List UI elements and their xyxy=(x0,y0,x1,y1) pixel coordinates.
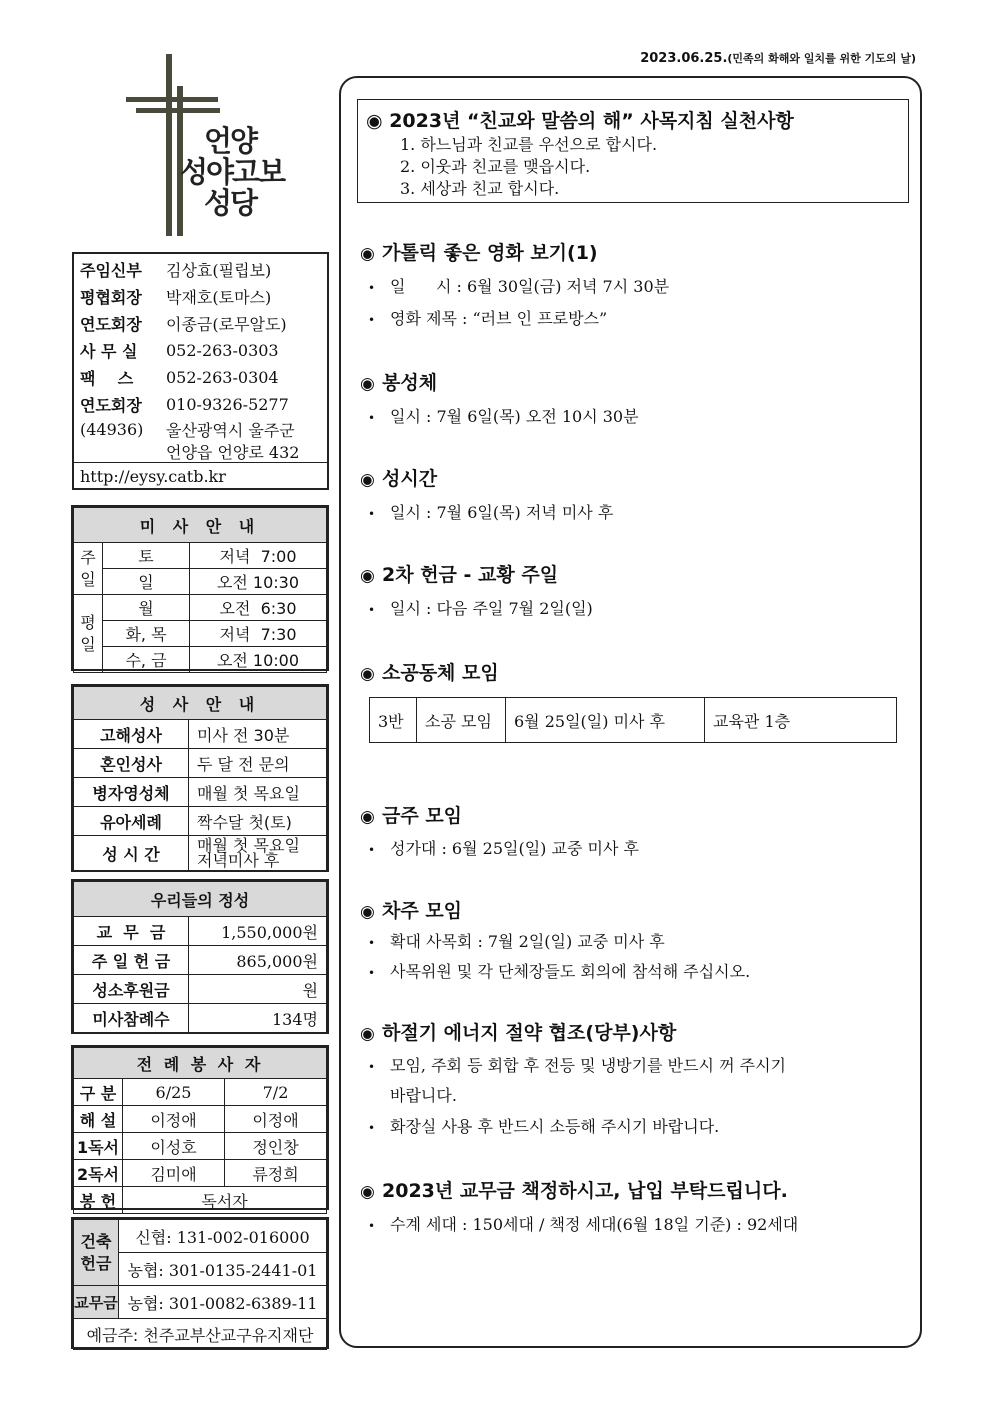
section-item xyxy=(368,959,750,982)
section-title xyxy=(360,1176,788,1203)
logo-text xyxy=(180,124,285,220)
item-text: 일시 : 다음 주일 7월 2일(일) xyxy=(390,599,593,618)
section-item xyxy=(368,836,639,859)
mass-schedule-box xyxy=(71,505,329,671)
cross-icon-bar2 xyxy=(136,108,220,113)
section-item xyxy=(368,500,613,523)
section-item xyxy=(368,596,593,619)
section-title xyxy=(360,658,499,685)
section-item xyxy=(368,1212,798,1235)
bullet-dot-icon: • xyxy=(368,281,376,295)
circle-dot-icon: ◉ xyxy=(360,566,375,586)
bullet-dot-icon: • xyxy=(368,1060,376,1074)
goal-line: 1. 하느님과 친교를 우선으로 합시다. xyxy=(400,135,658,154)
info-value: 010-9326-5277 xyxy=(166,395,289,414)
address-line1: 울산광역시 울주군 xyxy=(166,420,295,440)
mass-time: 오전 6:30 xyxy=(190,595,327,621)
label-char: 평 xyxy=(80,612,96,632)
cross-icon-bar xyxy=(126,97,218,102)
item-text: 수계 세대 : 150세대 / 책정 세대(6월 18일 기준) : 92세대 xyxy=(390,1215,799,1234)
community-cell: 교육관 1층 xyxy=(705,698,897,743)
offering-value: 865,000원 xyxy=(189,946,327,975)
info-value: 이종금(로무알도) xyxy=(166,315,287,334)
section-heading: 2023년 교무금 책정하시고, 납입 부탁드립니다. xyxy=(382,1180,788,1202)
offering-name: 성소후원금 xyxy=(74,975,189,1004)
info-line: 저녁미사 후 xyxy=(197,851,280,870)
server-name: 김미애 xyxy=(123,1160,225,1187)
offering-value: 원 xyxy=(189,975,327,1004)
circle-dot-icon: ◉ xyxy=(360,807,375,827)
info-line: 매월 첫 목요일 xyxy=(197,836,300,855)
logo-line: 언양 xyxy=(204,124,257,158)
section-item xyxy=(368,306,607,329)
item-text: 모임, 주회 등 회합 후 전등 및 냉방기를 반드시 꺼 주시기 xyxy=(390,1056,786,1075)
church-fund-label: 교무금 xyxy=(74,1286,119,1319)
bullet-dot-icon: • xyxy=(368,603,376,617)
bullet-dot-icon: • xyxy=(368,966,376,980)
cross-icon xyxy=(166,54,172,236)
section-item xyxy=(368,404,639,427)
circle-dot-icon: ◉ xyxy=(360,244,375,264)
circle-dot-icon: ◉ xyxy=(360,374,375,394)
bullet-dot-icon: • xyxy=(368,936,376,950)
label-char: 일 xyxy=(80,569,96,589)
section-title xyxy=(360,560,558,587)
bullet-dot-icon: • xyxy=(368,1219,376,1233)
server-name: 류정희 xyxy=(225,1160,327,1187)
church-info-box xyxy=(72,252,329,490)
info-key: 연도회장 xyxy=(80,396,142,415)
sacraments-title: 성 사 안 내 xyxy=(74,687,327,720)
building-fund-label xyxy=(74,1220,119,1286)
sacrament-info: 미사 전 30분 xyxy=(189,720,327,749)
info-key: 사 무 실 xyxy=(80,342,138,361)
label-part: 헌금 xyxy=(80,1253,112,1273)
offering-name: 교 무 금 xyxy=(74,917,189,946)
sacrament-name: 성 시 간 xyxy=(74,836,189,871)
section-heading: 하절기 에너지 절약 협조(당부)사항 xyxy=(382,1022,677,1044)
address-row xyxy=(80,418,321,440)
servers-date: 6/25 xyxy=(123,1079,225,1106)
section-item xyxy=(368,1053,786,1076)
community-table xyxy=(369,697,897,743)
item-text: 화장실 사용 후 반드시 소등해 주시기 바랍니다. xyxy=(390,1117,720,1136)
bullet-dot-icon: • xyxy=(368,843,376,857)
website-link[interactable]: http://eysy.catb.kr xyxy=(80,466,226,486)
address-line2: 언양읍 언양로 432 xyxy=(166,442,300,462)
bullet-dot-icon: • xyxy=(368,1121,376,1135)
label-part: 건축 xyxy=(80,1231,112,1251)
info-key: 평협회장 xyxy=(80,288,142,307)
section-heading: 소공동체 모임 xyxy=(382,662,499,684)
offering-value: 1,550,000원 xyxy=(189,917,327,946)
mass-day: 화, 목 xyxy=(103,621,190,647)
info-key: 연도회장 xyxy=(80,315,142,334)
item-text: 일시 : 7월 6일(목) 저녁 미사 후 xyxy=(390,503,614,522)
community-cell: 3반 xyxy=(370,698,417,743)
info-key: 팩 스 xyxy=(80,369,134,388)
server-name: 이정애 xyxy=(225,1106,327,1133)
section-item xyxy=(368,1114,719,1137)
sacrament-name: 고해성사 xyxy=(74,720,189,749)
account-number: 농협: 301-0082-6389-11 xyxy=(119,1286,327,1319)
sacrament-info: 매월 첫 목요일 xyxy=(189,778,327,807)
label-char: 주 xyxy=(80,547,96,567)
mass-time: 저녁 7:30 xyxy=(190,621,327,647)
info-value: 052-263-0304 xyxy=(166,368,279,387)
mass-day: 수, 금 xyxy=(103,647,190,673)
item-text: 확대 사목회 : 7월 2일(일) 교중 미사 후 xyxy=(390,932,665,951)
pastoral-goal-box xyxy=(357,99,909,203)
info-row xyxy=(80,391,321,418)
info-key: 주임신부 xyxy=(80,261,142,280)
server-name: 이성호 xyxy=(123,1133,225,1160)
weekday-label xyxy=(74,595,103,673)
address-row2 xyxy=(80,440,321,462)
sacrament-name: 유아세례 xyxy=(74,807,189,836)
section-item xyxy=(368,274,669,297)
account-number: 신협: 131-002-016000 xyxy=(119,1220,327,1253)
community-cell: 소공 모임 xyxy=(417,698,506,743)
offering-name: 주 일 헌 금 xyxy=(74,946,189,975)
circle-dot-icon: ◉ xyxy=(360,1182,375,1202)
goal-title: ◉ 2023년 “친교와 말씀의 해” 사목지침 실천사항 xyxy=(366,110,794,132)
accounts-box xyxy=(71,1217,329,1349)
section-title xyxy=(360,368,437,395)
mass-time: 저녁 7:00 xyxy=(190,543,327,569)
info-row xyxy=(80,310,321,337)
offering-box xyxy=(71,879,329,1034)
section-heading: 금주 모임 xyxy=(382,805,463,827)
offering-value: 134명 xyxy=(189,1004,327,1033)
section-item xyxy=(368,929,665,952)
bullet-dot-icon: • xyxy=(368,313,376,327)
goal-line: 3. 세상과 친교 합시다. xyxy=(400,179,560,198)
info-row xyxy=(80,256,321,283)
issue-date: 2023.06.25.(민족의 화해와 일치를 위한 기도의 날) xyxy=(640,51,916,66)
sacrament-info: 짝수달 첫(토) xyxy=(189,807,327,836)
item-text-continued: 바랍니다. xyxy=(390,1086,457,1105)
sacraments-box xyxy=(71,684,329,872)
section-heading: 성시간 xyxy=(382,468,438,490)
info-row xyxy=(80,283,321,310)
mass-day: 월 xyxy=(103,595,190,621)
section-heading: 2차 헌금 - 교황 주일 xyxy=(382,564,559,586)
sacrament-info: 두 달 전 문의 xyxy=(189,749,327,778)
circle-dot-icon: ◉ xyxy=(360,1024,375,1044)
section-title xyxy=(360,896,462,923)
circle-dot-icon: ◉ xyxy=(360,470,375,490)
info-row xyxy=(80,337,321,364)
community-cell: 6월 25일(일) 미사 후 xyxy=(506,698,705,743)
item-text: 성가대 : 6월 25일(일) 교중 미사 후 xyxy=(390,839,639,858)
servers-role: 해 설 xyxy=(74,1106,123,1133)
info-row xyxy=(80,364,321,391)
mass-time: 오전 10:00 xyxy=(190,647,327,673)
server-name: 이정애 xyxy=(123,1106,225,1133)
servers-box xyxy=(71,1045,329,1210)
mass-day: 일 xyxy=(103,569,190,595)
section-heading: 봉성체 xyxy=(382,372,438,394)
servers-date: 7/2 xyxy=(225,1079,327,1106)
day-title: (민족의 화해와 일치를 위한 기도의 날) xyxy=(727,52,916,65)
servers-title: 전 례 봉 사 자 xyxy=(74,1048,327,1079)
server-name: 독서자 xyxy=(123,1187,327,1214)
offering-name: 미사참례수 xyxy=(74,1004,189,1033)
item-text: 사목위원 및 각 단체장들도 회의에 참석해 주십시오. xyxy=(390,962,751,981)
sacrament-name: 병자영성체 xyxy=(74,778,189,807)
section-title xyxy=(360,1018,676,1045)
section-title xyxy=(360,464,437,491)
servers-role: 1독서 xyxy=(74,1133,123,1160)
servers-role: 봉 헌 xyxy=(74,1187,123,1214)
info-value: 052-263-0303 xyxy=(166,341,279,360)
sacrament-name: 혼인성사 xyxy=(74,749,189,778)
servers-role: 2독서 xyxy=(74,1160,123,1187)
servers-col-label: 구 분 xyxy=(74,1079,123,1106)
info-value: 김상효(필립보) xyxy=(166,261,272,280)
sacrament-info xyxy=(189,836,327,871)
account-number: 농협: 301-0135-2441-01 xyxy=(119,1253,327,1286)
section-title xyxy=(360,801,462,828)
logo-line: 성당 xyxy=(204,186,257,220)
logo-line: 성야고보 xyxy=(180,155,285,189)
section-title xyxy=(360,238,598,265)
url-row xyxy=(74,462,327,489)
bullet-dot-icon: • xyxy=(368,411,376,425)
sunday-label xyxy=(74,543,103,595)
mass-time: 오전 10:30 xyxy=(190,569,327,595)
server-name: 정인창 xyxy=(225,1133,327,1160)
mass-title: 미 사 안 내 xyxy=(74,508,327,543)
bullet-dot-icon: • xyxy=(368,507,376,521)
circle-dot-icon: ◉ xyxy=(360,664,375,684)
section-heading: 가톨릭 좋은 영화 보기(1) xyxy=(382,242,598,264)
mass-day: 토 xyxy=(103,543,190,569)
zip-code: (44936) xyxy=(80,419,144,439)
label-char: 일 xyxy=(80,634,96,654)
circle-dot-icon: ◉ xyxy=(360,902,375,922)
item-text: 일시 : 7월 6일(목) 오전 10시 30분 xyxy=(390,407,639,426)
offering-title: 우리들의 정성 xyxy=(74,882,327,917)
item-text: 영화 제목 : “러브 인 프로방스” xyxy=(390,309,608,328)
info-value: 박재호(토마스) xyxy=(166,288,272,307)
goal-line: 2. 이웃과 친교를 맺읍시다. xyxy=(400,157,591,176)
account-holder: 예금주: 천주교부산교구유지재단 xyxy=(74,1319,327,1350)
section-heading: 차주 모임 xyxy=(382,900,463,922)
item-text: 일 시 : 6월 30일(금) 저녁 7시 30분 xyxy=(390,277,670,296)
